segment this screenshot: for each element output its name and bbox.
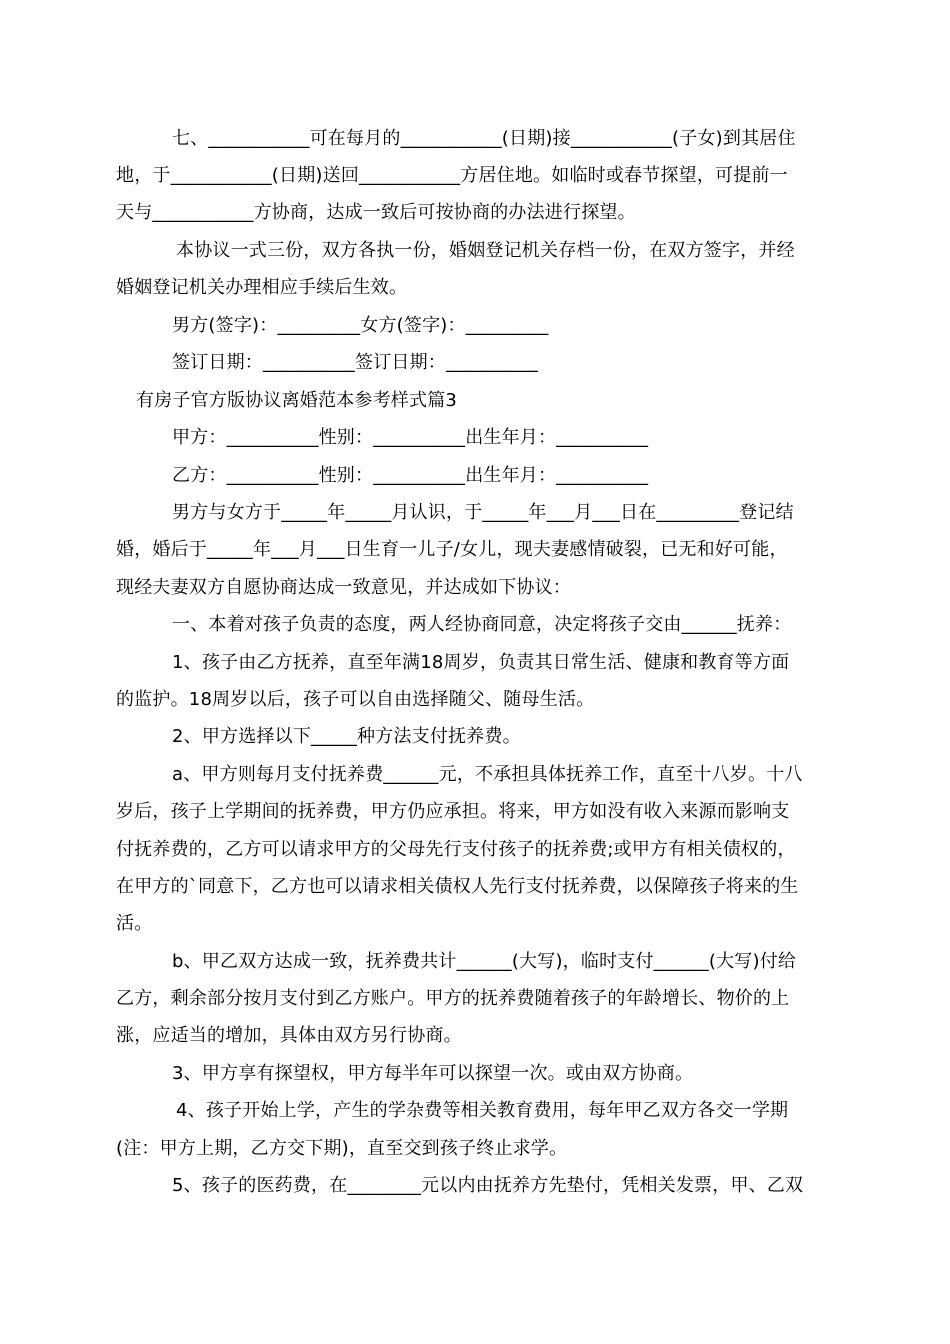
section-heading: 有房子官方版协议离婚范本参考样式篇3 [136, 390, 458, 411]
text-line: 5、孩子的医药费，在________元以内由抚养方先垫付，凭相关发票，甲、乙双 [172, 1175, 804, 1196]
text-line: 4、孩子开始上学，产生的学杂费等相关教育费用，每年甲乙双方各交一学期 [176, 1100, 789, 1121]
signature-line: 男方(签字)：_________女方(签字)：_________ [172, 315, 549, 336]
text-line: 男方与女方于_____年_____月认识，于_____年___月___日在_________登记结 [172, 502, 794, 523]
text-line: 现经夫妻双方自愿协商达成一致意见，并达成如下协议： [116, 577, 571, 598]
party-a-line: 甲方：__________性别：__________出生年月：__________ [172, 427, 649, 448]
text-line: 岁后，孩子上学期间的抚养费，甲方仍应承担。将来，甲方如没有收入来源而影响支 [116, 801, 790, 822]
text-line: 婚，婚后于_____年___月___日生育一儿子/女儿，现夫妻感情破裂，已无和好可能， [116, 539, 788, 560]
text-line: 1、孩子由乙方抚养，直至年满18周岁，负责其日常生活、健康和教育等方面 [172, 652, 790, 673]
text-line: 的监护。18周岁以后，孩子可以自由选择随父、随母生活。 [116, 689, 595, 710]
text-line: 2、甲方选择以下_____种方法支付抚养费。 [172, 726, 521, 747]
text-line: 在甲方的`同意下，乙方也可以请求相关债权人先行支付抚养费，以保障孩子将来的生 [116, 876, 799, 897]
text-line: 付抚养费的，乙方可以请求甲方的父母先行支付孩子的抚养费;或甲方有相关债权的， [116, 839, 796, 860]
text-line: 本协议一式三份，双方各执一份，婚姻登记机关存档一份，在双方签字，并经 [176, 240, 795, 261]
text-line: 3、甲方享有探望权，甲方每半年可以探望一次。或由双方协商。 [172, 1063, 694, 1084]
text-line: 活。 [116, 913, 153, 934]
text-line: b、甲乙双方达成一致，抚养费共计______(大写)，临时支付______(大写)付给 [172, 951, 797, 972]
clause-heading: 一、本着对孩子负责的态度，两人经协商同意，决定将孩子交由______抚养： [172, 614, 792, 635]
text-line: 乙方，剩余部分按月支付到乙方账户。甲方的抚养费随着孩子的年龄增长、物价的上 [116, 988, 790, 1009]
party-b-line: 乙方：__________性别：__________出生年月：__________ [172, 465, 649, 486]
text-line: 婚姻登记机关办理相应手续后生效。 [116, 277, 408, 298]
sign-date-line: 签订日期：__________签订日期：__________ [172, 352, 538, 373]
text-line: 七、___________可在每月的___________(日期)接___________(子女)到其居住 [172, 128, 796, 149]
text-line: 地，于___________(日期)送回___________方居住地。如临时或春节探望，可提前一 [116, 165, 788, 186]
text-line: a、甲方则每月支付抚养费______元，不承担具体抚养工作，直至十八岁。十八 [172, 764, 803, 785]
text-line: 涨，应适当的增加，具体由双方另行协商。 [116, 1025, 462, 1046]
text-line: 天与___________方协商，达成一致后可按协商的办法进行探望。 [116, 202, 636, 223]
text-line: (注：甲方上期，乙方交下期)，直至交到孩子终止求学。 [116, 1138, 568, 1159]
